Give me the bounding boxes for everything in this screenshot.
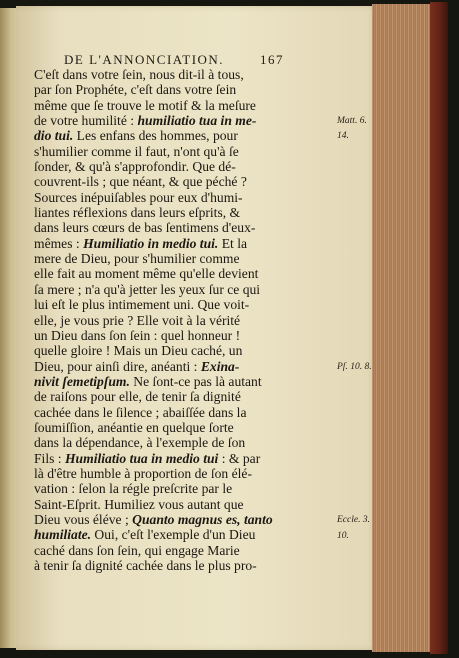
text-run: liantes réflexions dans leurs eſprits, &: [34, 205, 241, 221]
text-line: [34, 174, 334, 189]
margin-reference: Eccle. 3.: [337, 515, 370, 526]
text-run: un Dieu dans ſon ſein : quel honneur !: [34, 327, 241, 343]
text-run: Ne ſont-ce pas là autant: [129, 373, 262, 389]
text-line: [34, 282, 334, 297]
text-line: [34, 128, 334, 143]
text-line: [34, 543, 334, 558]
margin-reference: Matt. 6.: [337, 116, 367, 127]
text-run: à tenir ſa dignité cachée dans le plus pro-: [34, 558, 257, 573]
latin-quote: dio tui.: [34, 128, 74, 144]
text-line: [34, 374, 334, 389]
text-run: de votre humilité :: [34, 113, 138, 129]
text-run: caché dans ſon ſein, qui engage Marie: [34, 542, 240, 558]
text-line: [34, 159, 334, 174]
text-run: couvrent-ils ; que néant, & que péché ?: [34, 174, 247, 190]
text-run: mere de Dieu, pour s'humilier comme: [34, 251, 240, 267]
latin-quote: Exina-: [200, 358, 240, 374]
latin-quote: humiliate.: [34, 527, 92, 543]
text-run: par ſon Prophéte, c'eſt dans votre ſein: [34, 82, 237, 98]
text-run: Les enfans des hommes, pour: [73, 128, 238, 144]
text-line: [34, 466, 334, 481]
text-run: dans leurs cœurs de bas ſentimens d'eux-: [34, 220, 256, 236]
text-line: [34, 451, 334, 466]
text-run: quelle gloire ! Mais un Dieu caché, un: [34, 343, 243, 359]
text-run: Fils :: [34, 450, 65, 466]
text-line: [34, 67, 334, 82]
text-run: lui eſt le plus intimement uni. Que voit-: [34, 297, 250, 313]
text-run: Oui, c'eſt l'exemple d'un Dieu: [91, 527, 256, 543]
latin-quote: Quanto magnus es, tanto: [132, 511, 273, 527]
text-run: de raiſons pour elle, de tenir ſa dignité: [34, 389, 241, 405]
text-line: [34, 190, 334, 205]
text-run: cachée dans le ſilence ; abaiſſée dans la: [34, 404, 247, 420]
text-line: [34, 236, 334, 251]
page-edges: [372, 4, 432, 652]
text-line: [34, 389, 334, 404]
text-line: [34, 98, 334, 113]
text-run: ſoumiſſion, anéantie en quelque ſorte: [34, 419, 234, 435]
text-line: [34, 205, 334, 220]
text-run: dans la dépendance, à l'exemple de ſon: [34, 435, 246, 451]
text-line: [34, 420, 334, 435]
text-line: [34, 113, 334, 128]
latin-quote: nivit ſemetipſum.: [34, 373, 130, 389]
text-line: [34, 144, 334, 159]
text-line: [34, 251, 334, 266]
text-line: [34, 512, 334, 527]
text-line: [34, 313, 334, 328]
text-run: Sources inépuiſables pour eux d'humi-: [34, 189, 243, 205]
latin-quote: Humiliatio tua in medio tui: [64, 450, 219, 466]
running-head-title: DE L'ANNONCIATION.: [64, 52, 225, 67]
text-run: ſa mere ; n'a qu'à jetter les yeux ſur ce qui: [34, 281, 261, 297]
book-cover-edge: [430, 2, 448, 654]
text-run: ſonder, & qu'à s'approfondir. Que dé-: [34, 159, 236, 175]
text-run: Et la: [218, 235, 248, 251]
text-run: même que ſe trouve le motif & la meſure: [34, 97, 256, 113]
margin-reference: 14.: [337, 131, 349, 142]
text-line: [34, 328, 334, 343]
body-text: [34, 67, 334, 573]
text-run: Saint-Eſprit. Humiliez vous autant que: [34, 496, 244, 512]
text-line: [34, 481, 334, 496]
margin-reference: 10.: [337, 530, 349, 541]
text-line: [34, 297, 334, 312]
text-run: Dieu vous éléve ;: [34, 511, 133, 527]
text-line: [34, 266, 334, 281]
margin-reference: Pſ. 10. 8.: [337, 361, 372, 372]
text-line: [34, 359, 334, 374]
text-run: elle, je vous prie ? Elle voit à la vérité: [34, 312, 241, 328]
text-run: mêmes :: [34, 235, 84, 251]
text-line: [34, 82, 334, 97]
page-number: 167: [260, 52, 284, 67]
text-run: s'humilier comme il faut, n'ont qu'à ſe: [34, 143, 239, 159]
text-run: C'eſt dans votre ſein, nous dit-il à tous,: [34, 67, 244, 82]
text-line: [34, 527, 334, 542]
text-run: Dieu, pour ainſi dire, anéanti :: [34, 358, 201, 374]
text-run: vation : ſelon la régle preſcrite par le: [34, 481, 233, 497]
text-run: là d'être humble à proportion de ſon élé-: [34, 465, 252, 481]
text-line: [34, 220, 334, 235]
text-line: [34, 497, 334, 512]
text-run: : & par: [218, 450, 261, 466]
text-line: [34, 405, 334, 420]
text-line: [34, 435, 334, 450]
text-line: [34, 558, 334, 573]
text-line: [34, 343, 334, 358]
latin-quote: humiliatio tua in me-: [137, 113, 257, 129]
latin-quote: Humiliatio in medio tui.: [83, 235, 219, 251]
text-run: elle fait au moment même qu'elle devient: [34, 266, 259, 282]
